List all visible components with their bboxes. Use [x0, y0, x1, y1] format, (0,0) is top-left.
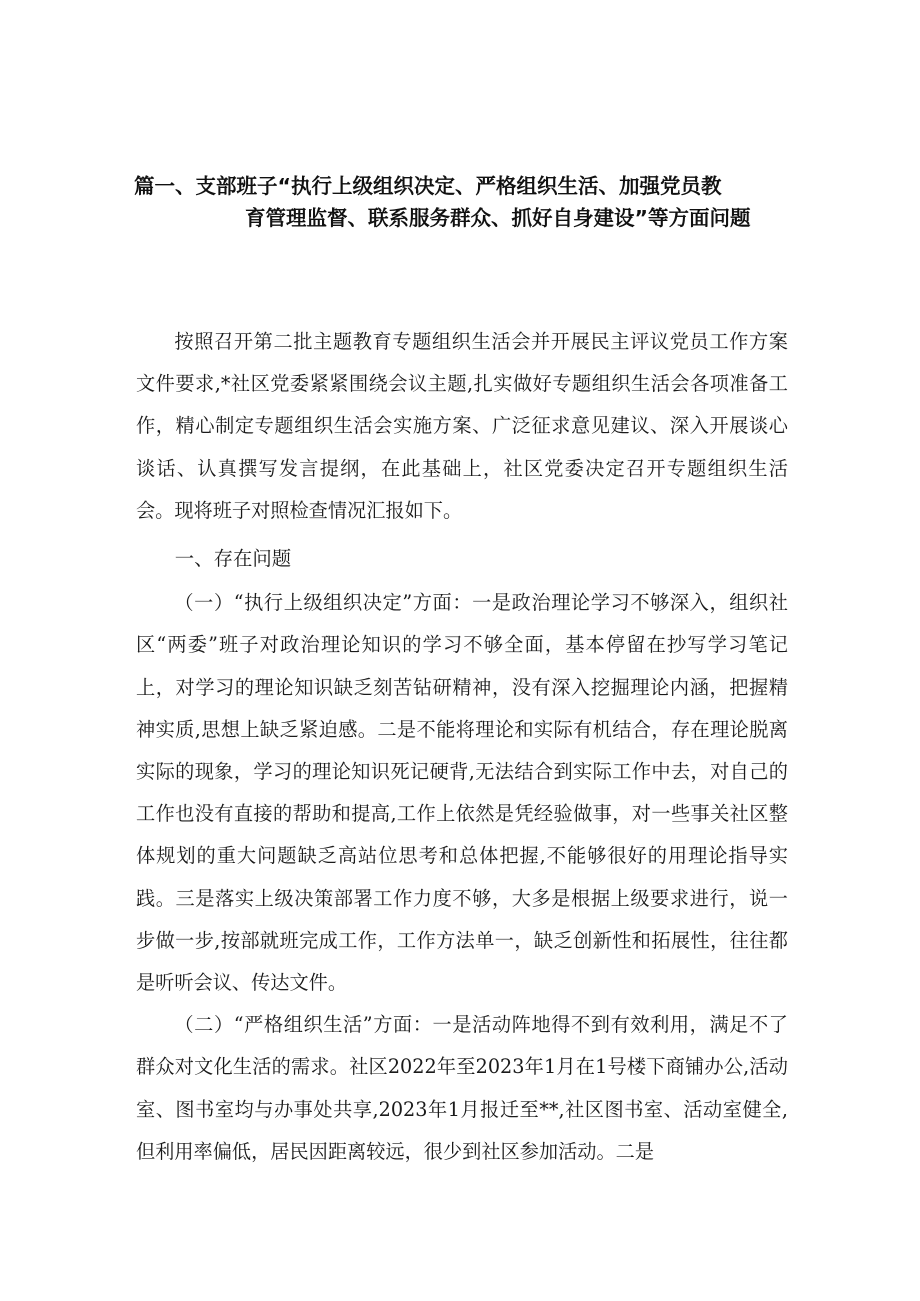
- item-2-paragraph: （二）“严格组织生活”方面：一是活动阵地得不到有效利用，满足不了群众对文化生活的需求。社区2022年至2023年1月在1号楼下商铺办公,活动室、图书室均与办事处共享,2023年1月报迁至**,社区图书室、活动室健全,但利用率偏低，居民因距离较远，很少到社区参加活动。二是: [136, 1013, 788, 1163]
- document-body: [136, 321, 788, 1173]
- document-title-line-2: 育管理监督、联系服务群众、抓好自身建设”等方面问题: [245, 206, 751, 230]
- item-1-paragraph: （一）“执行上级组织决定”方面：一是政治理论学习不够深入，组织社区“两委”班子对政治理论知识的学习不够全面，基本停留在抄写学习笔记上，对学习的理论知识缺乏刻苦钻研精神，没有深入挖掘理论内涵，把握精神实质,思想上缺乏紧迫感。二是不能将理论和实际有机结合，存在理论脱离实际的现象，学习的理论知识死记硬背,无法结合到实际工作中去，对自己的工作也没有直接的帮助和提高,工作上依然是凭经验做事，对一些事关社区整体规划的重大问题缺乏高站位思考和总体把握,不能够很好的用理论指导实践。三是落实上级决策部署工作力度不够，大多是根据上级要求进行，说一步做一步,按部就班完成工作，工作方法单一，缺乏创新性和拓展性，往往都是听听会议、传达文件。: [136, 591, 788, 995]
- intro-paragraph: 按照召开第二批主题教育专题组织生活会并开展民主评议党员工作方案文件要求,*社区党委紧紧围绕会议主题,扎实做好专题组织生活会各项准备工作，精心制定专题组织生活会实施方案、广泛征求意见建议、深入开展谈心谈话、认真撰写发言提纲，在此基础上，社区党委决定召开专题组织生活会。现将班子对照检查情况汇报如下。: [136, 330, 788, 522]
- document-title-line-1: 篇一、支部班子“执行上级组织决定、严格组织生活、加强党员教: [134, 174, 722, 198]
- section-heading-problems: 一、存在问题: [174, 547, 292, 571]
